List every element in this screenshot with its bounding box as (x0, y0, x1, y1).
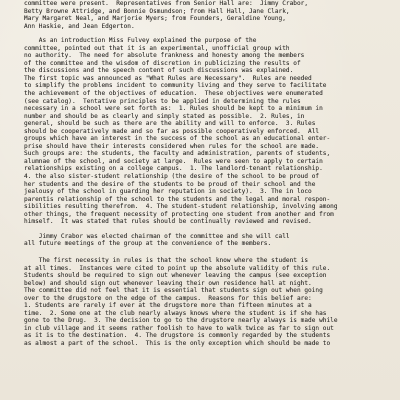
purpose-line-18: relationships existing on a college campus. 1. The landlord-tenant relationship. (24, 165, 323, 173)
rules-line-9: gone to the Drug. 3. The decision to go to the drugstore nearly always is made while (24, 317, 338, 325)
purpose-line-13: should be cooperatively made and so far as possible cooperatively enforced. All (24, 127, 320, 135)
purpose-line-25: himself. It was stated that rules should be continually reviewed and revised. (24, 218, 312, 226)
purpose-line-4: of the committee and the wisdom of discretion in publicizing the results of (24, 59, 301, 67)
purpose-line-6: The first topic was announced as "What Rules are Necessary". Rules are needed (24, 74, 312, 82)
purpose-line-5: the discussions and the speech content of such discussions was explained. (24, 67, 294, 75)
purpose-line-3: no authority. The need for absolute frankness and honesty among the members (24, 52, 305, 60)
rules-line-7: 1. Students are rarely if ever at the drugstore more than fifteen minutes at a (24, 302, 312, 310)
intro-line-1: committee were present. Representatives from Senior Hall are: Jimmy Crabor, (24, 0, 309, 7)
rules-line-5: The committee did not feel that it is essential that students sign out when going (24, 287, 323, 295)
rules-line-2: at all times. Instances were cited to point up the absolute validity of this rule. (24, 264, 331, 272)
intro-line-2: Betty Browne Attridge, and Bonnie Osmundson; from Hall Hall, Jane Clark, (24, 7, 290, 15)
purpose-line-1: As an introduction Miss Fulvey explained the purpose of the (24, 37, 257, 45)
purpose-line-14: groups which have an interest in the success of the school as an educational enter- (24, 135, 331, 143)
rules-line-8: time. 2. Some one at the club nearly always knows where the student is if she has (24, 309, 327, 317)
chairman-line-1: Jimmy Crabor was elected chairman of the committee and she will call (24, 232, 290, 240)
purpose-line-17: alumnae of the school, and society at large. Rules were seen to apply to certain (24, 157, 323, 165)
purpose-line-22: parentis relationship of the school to the students and the legal and moral respon- (24, 195, 331, 203)
purpose-line-2: committee, pointed out that it is an experimental, unofficial group with (24, 44, 290, 52)
rules-line-1: The first necessity in rules is that the school know where the student is (24, 256, 309, 264)
intro-line-3: Mary Margaret Neal, and Marjorie Myers; from Founders, Geraldine Young, (24, 15, 286, 23)
purpose-line-7: to simplify the problems incident to community living and they serve to facilitate (24, 82, 327, 90)
intro-line-4: Ann Haskie, and Jean Edgerton. (24, 22, 135, 30)
rules-line-12: as almost a part of the school. This is the only exception which should be made to (24, 339, 331, 347)
purpose-line-23: sibilities resulting therefrom. 4. The student-student relationship, involving among (24, 203, 338, 211)
purpose-line-21: jealousy of the school in guarding her reputation in society). 3. The in loco (24, 188, 312, 196)
purpose-line-11: number and should be as clearly and simply stated as possible. 2. Rules, in (24, 112, 305, 120)
purpose-line-24: other things, the frequent necessity of protecting one student from another and from (24, 210, 334, 218)
paragraph-gap (24, 248, 394, 257)
purpose-line-10: necessary in a school were set forth as: 1. Rules should be kept to a minimum in (24, 105, 323, 113)
purpose-line-12: general, should be such as there are the ability and will to enforce. 3. Rules (24, 120, 316, 128)
paragraph-gap (24, 226, 394, 233)
chairman-line-2: all future meetings of the group at the convenience of the members. (24, 240, 272, 248)
purpose-line-20: her students and the desire of the students to be proud of their school and the (24, 180, 316, 188)
purpose-line-9: (see catalog). Tentative principles to be applied in determining the rules (24, 97, 301, 105)
rules-line-4: below) and should sign out whenever leaving their own residence hall at night. (24, 279, 312, 287)
rules-line-10: in club village and it seems rather foolish to have to walk twice as far to sign out (24, 324, 334, 332)
rules-line-3: Students should be required to sign out whenever leaving the campus (see exception (24, 272, 327, 280)
rules-line-11: as it is to the destination. 4. The drugstore is commonly regarded by the students (24, 332, 331, 340)
purpose-line-16: Such groups are: the students, the faculty and administration, parents of students, (24, 150, 331, 158)
purpose-line-19: 4. the also sister-student relationship (the desire of the school to be proud of (24, 173, 320, 181)
purpose-line-15: prise should have their interests considered when rules for the school are made. (24, 142, 320, 150)
purpose-line-8: the achievement of the objectives of education. These objectives were enumerated (24, 90, 323, 98)
rules-line-6: over to the drugstore on the edge of the campus. Reasons for this belief are: (24, 294, 312, 302)
